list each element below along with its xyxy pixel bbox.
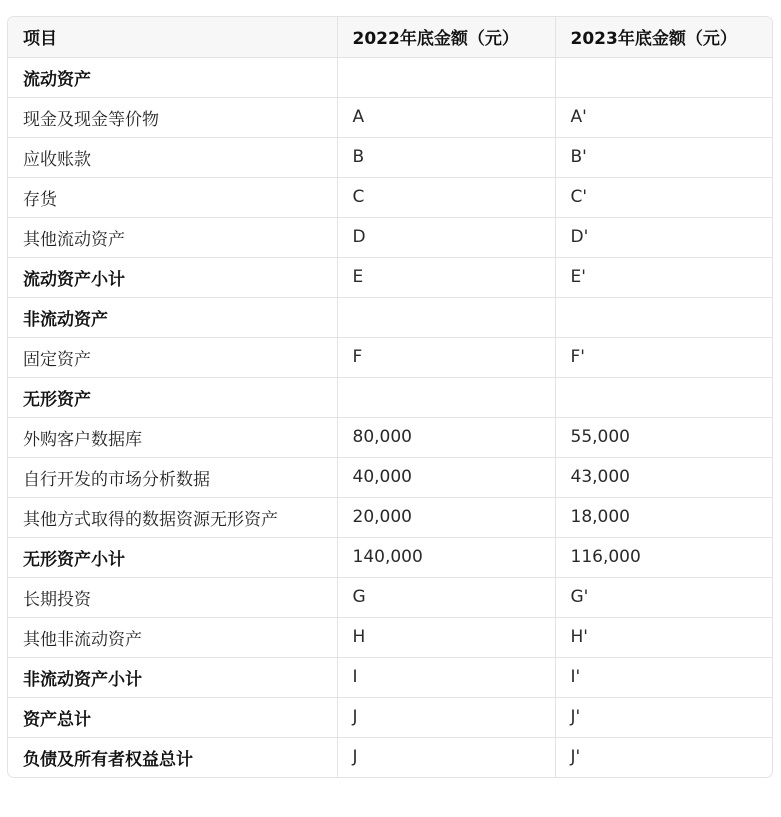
row-item-label: 非流动资产小计: [8, 657, 337, 697]
header-item: 项目: [8, 17, 337, 57]
row-2023-value: 116,000: [555, 537, 772, 577]
balance-sheet-table-container: [7, 16, 773, 778]
row-item-label: 流动资产: [8, 57, 337, 97]
row-2022-value: I: [337, 657, 555, 697]
header-2023-amount: 2023年底金额（元）: [555, 17, 772, 57]
row-2022-value: D: [337, 217, 555, 257]
table-row: [8, 137, 772, 177]
balance-sheet-table: [8, 17, 772, 777]
row-2023-value: E': [555, 257, 772, 297]
table-row: [8, 337, 772, 377]
row-2023-value: I': [555, 657, 772, 697]
table-row: [8, 537, 772, 577]
table-row: [8, 417, 772, 457]
row-2022-value: 20,000: [337, 497, 555, 537]
row-2023-value: 55,000: [555, 417, 772, 457]
table-row: [8, 697, 772, 737]
table-row: [8, 737, 772, 777]
table-row: [8, 617, 772, 657]
table-row: [8, 257, 772, 297]
row-2023-value: [555, 377, 772, 417]
row-item-label: 其他方式取得的数据资源无形资产: [8, 497, 337, 537]
row-2022-value: A: [337, 97, 555, 137]
table-row: [8, 57, 772, 97]
row-item-label: 非流动资产: [8, 297, 337, 337]
row-item-label: 固定资产: [8, 337, 337, 377]
row-item-label: 存货: [8, 177, 337, 217]
table-header-row: [8, 17, 772, 57]
table-row: [8, 297, 772, 337]
row-2022-value: J: [337, 697, 555, 737]
row-item-label: 无形资产: [8, 377, 337, 417]
row-2022-value: 80,000: [337, 417, 555, 457]
row-2023-value: J': [555, 697, 772, 737]
row-item-label: 自行开发的市场分析数据: [8, 457, 337, 497]
table-row: [8, 177, 772, 217]
row-item-label: 长期投资: [8, 577, 337, 617]
table-body: [8, 57, 772, 777]
row-2023-value: F': [555, 337, 772, 377]
row-2022-value: F: [337, 337, 555, 377]
table-row: [8, 457, 772, 497]
table-row: [8, 577, 772, 617]
table-row: [8, 377, 772, 417]
row-item-label: 负债及所有者权益总计: [8, 737, 337, 777]
row-2023-value: C': [555, 177, 772, 217]
row-2022-value: [337, 297, 555, 337]
row-2023-value: [555, 57, 772, 97]
row-2023-value: J': [570, 747, 581, 768]
table-row: [8, 497, 772, 537]
row-item-label: 其他非流动资产: [8, 617, 337, 657]
row-2023-value: 43,000: [555, 457, 772, 497]
row-item-label: 流动资产小计: [8, 257, 337, 297]
row-2022-value: H: [337, 617, 555, 657]
table-row: [8, 657, 772, 697]
row-2022-value: 140,000: [337, 537, 555, 577]
row-2022-value: [337, 377, 555, 417]
row-item-label: 资产总计: [8, 697, 337, 737]
row-2022-value: E: [337, 257, 555, 297]
row-item-label: 其他流动资产: [8, 217, 337, 257]
row-2022-value: 40,000: [337, 457, 555, 497]
row-2022-value: [337, 57, 555, 97]
row-2023-value: G': [555, 577, 772, 617]
row-2023-value: H': [555, 617, 772, 657]
row-item-label: 应收账款: [8, 137, 337, 177]
row-2022-value: C: [337, 177, 555, 217]
row-item-label: 现金及现金等价物: [8, 97, 337, 137]
row-2023-value: A': [555, 97, 772, 137]
header-2022-amount: 2022年底金额（元）: [337, 17, 555, 57]
row-2023-value: 18,000: [555, 497, 772, 537]
row-2023-value: [555, 297, 772, 337]
row-2022-value: J: [337, 737, 555, 777]
row-2023-value: D': [555, 217, 772, 257]
row-item-label: 无形资产小计: [8, 537, 337, 577]
row-2023-value: B': [555, 137, 772, 177]
row-2022-value: B: [337, 137, 555, 177]
table-row: [8, 97, 772, 137]
row-2022-value: G: [337, 577, 555, 617]
row-item-label: 外购客户数据库: [8, 417, 337, 457]
table-row: [8, 217, 772, 257]
